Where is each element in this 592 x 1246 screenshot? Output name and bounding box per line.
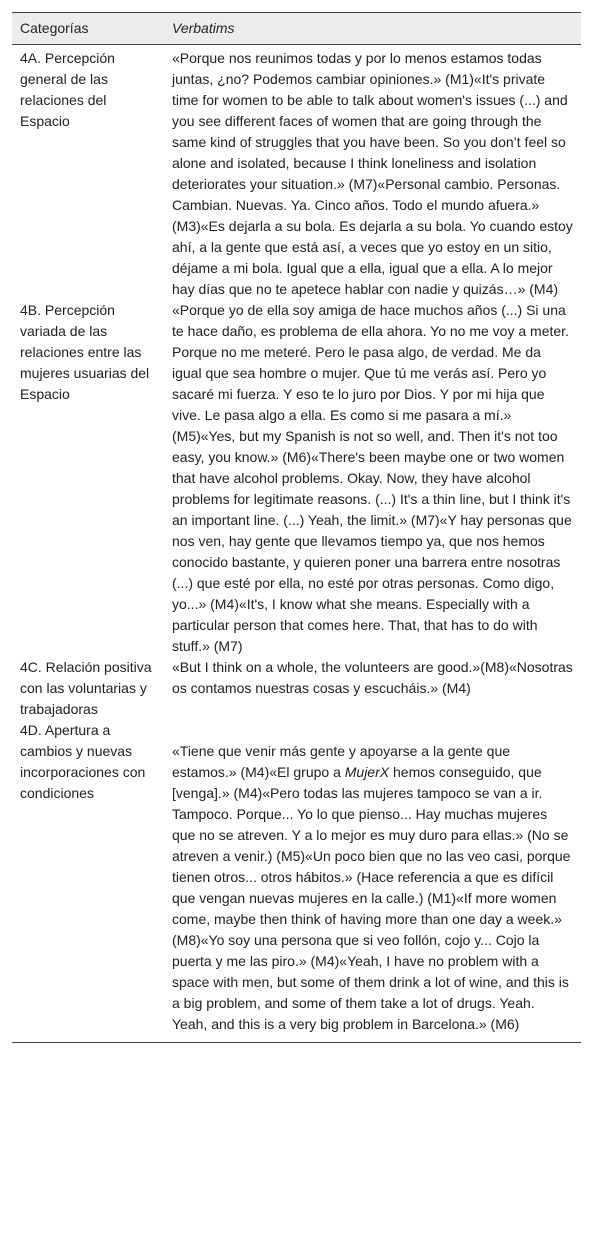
header-categorias: Categorías (20, 20, 89, 36)
verbatims-italic-text: MujerX (344, 764, 390, 780)
verbatims-text: «Tiene que venir más gente y apoyarse a la gente que estamos.» (M4)«El grupo a (172, 743, 511, 780)
table-row (12, 300, 581, 657)
table-row (12, 657, 581, 720)
verbatims-text: hemos conseguido, que [venga].» (M4)«Pero todas las mujeres tampoco se van a ir. Tampoco. Porque... Yo lo que pienso... Hay muchas mujeres que no se atreven. Y a lo mejor es muy duro para ellas.» (No se atreven a venir.) (M5)«Un poco bien que no las veo casi, porque tienen otros... otros hábitos.» (Hace referencia a que es difícil que vengan nuevas mujeres en la calle.) (M1)«If more women come, maybe then think of having more than one day a week.» (M8)«Yo soy una persona que si veo follón, cojo y... Cojo la puerta y me las piro.» (M4)«Yeah, I have no problem with a space with men, but some of them drink a lot of wine, and this is a big problem, and some of them take a lot of drugs. Yeah. Yeah, and this is a very big problem in Barcelona.» (M6) (172, 764, 571, 1032)
table-body (12, 45, 581, 1043)
header-row (12, 13, 581, 45)
category-cell: 4A. Percepción general de las relaciones del Espacio (20, 50, 115, 129)
table-row (12, 720, 581, 1043)
verbatims-cell: «But I think on a whole, the volunteers are good.»(M8)«Nosotras os contamos nuestras cosas y escucháis.» (M4) (172, 659, 573, 696)
verbatims-table-container (12, 12, 581, 1043)
table-row (12, 45, 581, 301)
header-verbatims: Verbatims (172, 20, 235, 36)
verbatims-cell (164, 720, 581, 1043)
table-header (12, 13, 581, 45)
verbatims-cell: «Porque yo de ella soy amiga de hace muchos años (...) Si una te hace daño, es problema de ella ahora. Yo no me voy a meter. Porque no me meteré. Pero le pasa algo, de verdad. Me da igual que sea hombre o mujer. Que tú me verás así. Pero yo sacaré mi fuerza. Y eso te lo juro por Dios. Y por mi hija que vive. Le pasa algo a ella. Es como si me pasara a mí.» (M5)«Yes, but my Spanish is not so well, and. Then it's not too easy, you know.» (M6)«There's been maybe one or two women that have alcohol problems. Okay. Now, they have alcohol problems for legitimate reasons. (...) It's a thin line, but I think it's an important line. (...) Yeah, the limit.» (M7)«Y hay personas que nos ven, hay gente que llevamos tiempo ya, que nos hemos conocido bastante, y quieren poner una barrera entre nosotras (...) que esté por ella, no esté por otras personas. Como digo, yo...» (M4)«It's, I know what she means. Especially with a particular person that comes here. That, that has to do with stuff.» (M7) (172, 302, 572, 654)
category-cell: 4D. Apertura a cambios y nuevas incorporaciones con condiciones (20, 722, 146, 801)
verbatims-cell: «Porque nos reunimos todas y por lo menos estamos todas juntas, ¿no? Podemos cambiar opiniones.» (M1)«It's private time for women to be able to talk about women's issues (...) and you see different faces of women that are going through the same kind of struggles that you have been. So you don’t feel so alone and isolated, because I think loneliness and isolation deteriorates your situation.» (M7)«Personal cambio. Personas. Cambian. Nuevas. Ya. Cinco años. Todo el mundo afuera.» (M3)«Es dejarla a su bola. Es dejarla a su bola. Yo cuando estoy ahí, a la gente que está así, a veces que yo estoy en un sitio, déjame a mi bola. Igual que a ella, igual que a ella. A lo mejor hay días que no te apetece hablar con nadie y quizás…» (M4) (172, 50, 573, 297)
category-cell: 4C. Relación positiva con las voluntarias y trabajadoras (20, 659, 152, 717)
verbatims-table (12, 12, 581, 1043)
category-cell: 4B. Percepción variada de las relaciones entre las mujeres usuarias del Espacio (20, 302, 150, 402)
